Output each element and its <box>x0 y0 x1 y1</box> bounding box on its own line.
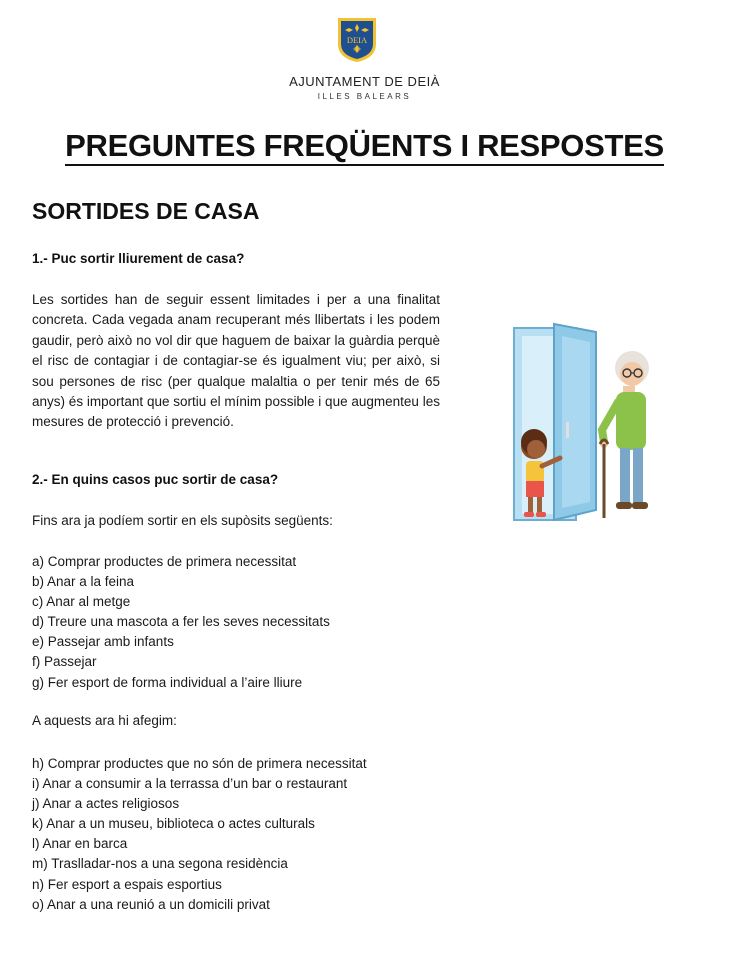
list-item: c) Anar al metge <box>32 594 131 610</box>
list-item: j) Anar a actes religiosos <box>32 796 180 812</box>
list-item: n) Fer esport a espais esportius <box>32 876 222 892</box>
list-item: g) Fer esport de forma individual a l’aire lliure <box>32 674 303 690</box>
organization-subtitle: ILLES BALEARS <box>317 92 412 101</box>
organization-name: AJUNTAMENT DE DEIÀ <box>289 74 440 89</box>
list-item: d) Treure una mascota a fer les seves necessitats <box>32 614 330 630</box>
answer-2-intro-new: A aquests ara hi afegim: <box>32 713 177 728</box>
list-item: h) Comprar productes que no són de primera necessitat <box>32 756 367 771</box>
list-item: o) Anar a una reunió a un domicili privat <box>32 896 270 912</box>
section-heading: SORTIDES DE CASA <box>32 198 260 224</box>
page-title-text: PREGUNTES FREQÜENTS I RESPOSTES <box>65 128 664 166</box>
question-2: 2.- En quins casos puc sortir de casa? <box>32 472 279 487</box>
list-item: e) Passejar amb infants <box>32 634 174 650</box>
new-cases-list <box>32 754 367 915</box>
page-title <box>0 128 729 164</box>
answer-1-paragraph: Les sortides han de seguir essent limitades i per a una finalitat concreta. Cada vegada anam recuperant més llibertats i les podem gaudir, però això no vol dir que haguem de baixar la guàrdia perquè el risc de contagiar i de contagiar-se és igualment viu; per això, si sou persones de risc (per qualque malaltia o per tenir més de 65 anys) és important que sortiu el mínim possible i que augmenteu les mesures de protecció i prevenció. <box>32 292 440 430</box>
municipal-coat-of-arms-icon <box>336 16 378 64</box>
allowed-cases-list <box>32 552 330 693</box>
logo-text: DEIA <box>346 35 368 45</box>
list-item: i) Anar a consumir a la terrassa d’un bar o restaurant <box>32 776 348 792</box>
question-1: 1.- Puc sortir lliurement de casa? <box>32 251 245 266</box>
list-item: k) Anar a un museu, biblioteca o actes culturals <box>32 816 315 832</box>
answer-2-intro: Fins ara ja podíem sortir en els supòsits següents: <box>32 513 333 528</box>
list-item: f) Passejar <box>32 654 97 670</box>
list-item: l) Anar en barca <box>32 836 128 852</box>
list-item: m) Traslladar-nos a una segona residència <box>32 856 288 872</box>
elderly-woman-and-child-at-door-illustration <box>492 318 678 530</box>
list-item: b) Anar a la feina <box>32 574 135 590</box>
list-item: a) Comprar productes de primera necessitat <box>32 554 297 569</box>
